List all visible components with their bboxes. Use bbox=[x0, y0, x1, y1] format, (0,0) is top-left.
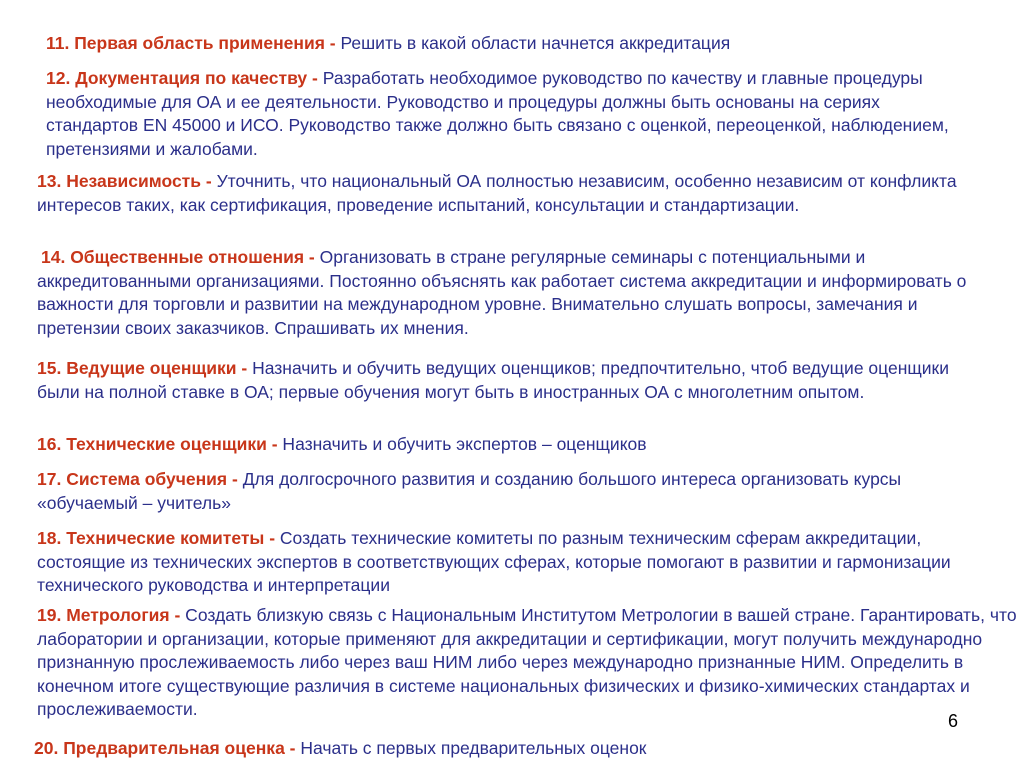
item-14-text: Организовать в стране регулярные семинары с потенциальными и аккредитованными организациями. Постоянно объяснять как работает система аккредитации и информировать о важности для торговли и развитии на международном уровне. Внимательно слушать вопросы, замечания и претензии своих заказчиков. Спрашивать их мнения. bbox=[37, 247, 967, 338]
item-13-title: 13. Независимость - bbox=[37, 171, 212, 191]
item-17-title: 17. Система обучения - bbox=[37, 469, 238, 489]
item-19 bbox=[37, 604, 1017, 722]
item-12-title: 12. Документация по качеству - bbox=[46, 68, 318, 88]
item-11-title: 11. Первая область применения - bbox=[46, 33, 336, 53]
item-18-text: Создать технические комитеты по разным техническим сферам аккредитации, состоящие из технических экспертов в соответствующих сферах, которые помогают в развитии и гармонизации технического руководства и интерпретации bbox=[37, 528, 951, 595]
item-19-title: 19. Метрология - bbox=[37, 605, 181, 625]
item-17-text: Для долгосрочного развития и созданию большого интереса организовать курсы «обучаемый – учитель» bbox=[37, 469, 902, 513]
item-14-title: 14. Общественные отношения - bbox=[41, 247, 315, 267]
item-13 bbox=[37, 170, 972, 217]
item-14 bbox=[37, 246, 997, 340]
item-16 bbox=[37, 433, 997, 457]
page-number: 6 bbox=[948, 711, 959, 731]
item-11 bbox=[46, 32, 996, 56]
item-15-text: Назначить и обучить ведущих оценщиков; предпочтительно, чтоб ведущие оценщики были на полной ставке в ОА; первые обучения могут быть в иностранных ОА с многолетним опытом. bbox=[37, 358, 949, 402]
item-16-text: Назначить и обучить экспертов – оценщиков bbox=[277, 434, 647, 454]
item-13-text: Уточнить, что национальный ОА полностью независим, особенно независим от конфликта интересов таких, как сертификация, проведение испытаний, консультации и стандартизации. bbox=[37, 171, 957, 215]
item-15 bbox=[37, 357, 972, 404]
item-12 bbox=[46, 67, 956, 161]
item-20 bbox=[34, 737, 994, 761]
item-16-title: 16. Технические оценщики - bbox=[37, 434, 278, 454]
item-17 bbox=[37, 468, 982, 515]
item-11-text: Решить в какой области начнется аккредитация bbox=[335, 33, 731, 53]
item-20-text: Начать с первых предварительных оценок bbox=[295, 738, 647, 758]
item-19-text: Создать близкую связь с Национальным Институтом Метрологии в вашей стране. Гарантировать, что лаборатории и организации, которые применяют для аккредитации и сертификации, могут получить международно признанную прослеживаемость либо через ваш НИМ либо через международно признанные НИМ. Определить в конечном итоге существующие различия в системе национальных физических и физико-химических стандартах и прослеживаемости. bbox=[37, 605, 1017, 719]
item-15-title: 15. Ведущие оценщики - bbox=[37, 358, 248, 378]
item-18-title: 18. Технические комитеты - bbox=[37, 528, 276, 548]
item-12-text: Разработать необходимое руководство по качеству и главные процедуры необходимые для ОА и ее деятельности. Руководство и процедуры должны быть основаны на сериях стандартов EN 45000 и ИСО. Руководство также должно быть связано с оценкой, переоценкой, наблюдением, претензиями и жалобами. bbox=[46, 68, 949, 159]
item-18 bbox=[37, 527, 997, 598]
item-20-title: 20. Предварительная оценка - bbox=[34, 738, 296, 758]
